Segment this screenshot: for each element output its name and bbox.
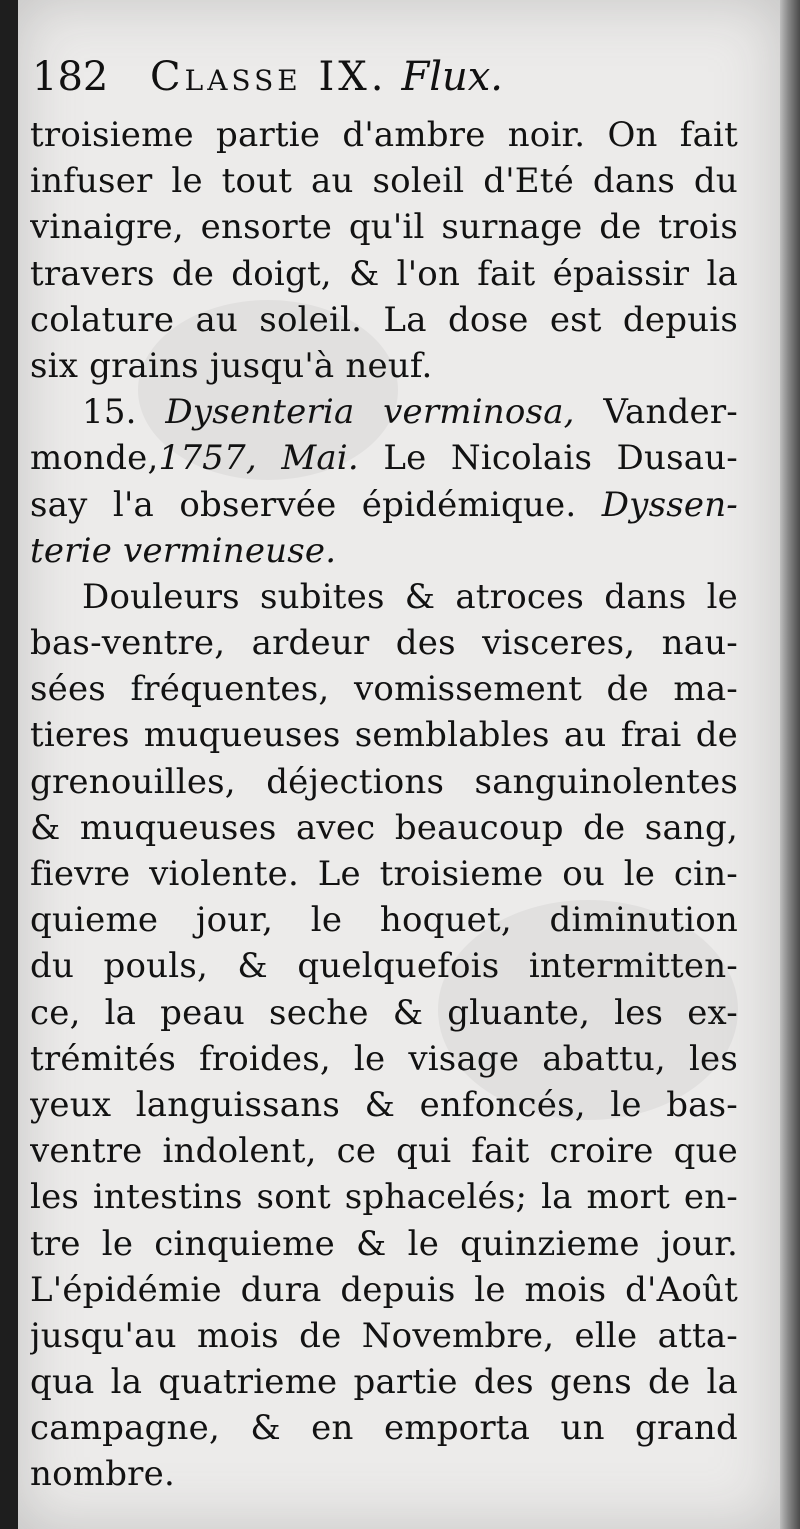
text-line: du pouls, & quelquefois intermitten-: [30, 946, 738, 987]
entry-number: 15.: [82, 392, 137, 433]
text-line: quieme jour, le hoquet, diminution: [30, 900, 738, 941]
text-line: nombre.: [30, 1454, 175, 1495]
entry-line: [30, 389, 738, 435]
text-line: yeux languissans & enfoncés, le bas-: [30, 1084, 738, 1125]
running-head: [32, 52, 732, 102]
text-line: fievre violente. Le troisieme ou le cin-: [30, 854, 738, 894]
latin-disease-name: Dysenteria verminosa,: [165, 392, 575, 433]
text-line: sées fréquentes, vomissement de ma-: [30, 669, 738, 710]
page-number: 182: [32, 54, 109, 100]
text-line: qua la quatrieme partie des gens de la: [30, 1362, 738, 1403]
text-line: troisieme partie d'ambre noir. On fait: [30, 115, 738, 155]
text-line: vinaigre, ensorte qu'il surnage de trois: [30, 207, 738, 248]
entry-line: [30, 435, 738, 481]
text-line: bas-ventre, ardeur des visceres, nau-: [30, 623, 738, 664]
text-line: ce, la peau seche & gluante, les ex-: [30, 992, 738, 1033]
text-line: tre le cinquieme & le quinzieme jour.: [30, 1223, 738, 1264]
french-disease-name-end: terie vermineuse.: [30, 530, 337, 571]
entry-line: [30, 482, 738, 528]
text-line: jusqu'au mois de Novembre, elle atta-: [30, 1315, 738, 1356]
text-line: Douleurs subites & atroces dans le: [82, 576, 738, 617]
text-line: & muqueuses avec beaucoup de sang,: [30, 807, 738, 848]
text-line: grenouilles, déjections sanguinolentes: [30, 761, 738, 802]
entry-year: 1757,: [158, 438, 257, 479]
entry-month: Mai.: [281, 438, 359, 479]
observer-text: Le Nicolais Dusau-: [383, 438, 738, 479]
author-name-start: Vander-: [603, 392, 738, 433]
author-name-end: monde,: [30, 438, 159, 479]
page-body: [30, 112, 738, 1498]
french-disease-name-start: Dyssen-: [601, 484, 738, 525]
text-line: six grains jusqu'à neuf.: [30, 345, 433, 386]
text-line: infuser le tout au soleil d'Eté dans du: [30, 161, 738, 202]
text-line: colature au soleil. La dose est depuis: [30, 299, 738, 340]
observation-text: say l'a observée épidémique.: [30, 484, 577, 525]
text-line: travers de doigt, & l'on fait épaissir la: [30, 253, 738, 294]
section-heading: Flux.: [401, 54, 504, 100]
text-line: trémités froides, le visage abattu, les: [30, 1038, 738, 1079]
text-line: campagne, & en emporta un grand: [30, 1408, 738, 1449]
text-line: ventre indolent, ce qui fait croire que: [30, 1131, 738, 1172]
text-line: les intestins sont sphacelés; la mort en-: [30, 1177, 738, 1218]
class-heading: Classe IX.: [150, 54, 388, 100]
text-line: tieres muqueuses semblables au frai de: [30, 715, 738, 756]
page-edge-shadow: [780, 0, 800, 1529]
text-line: L'épidémie dura depuis le mois d'Août: [30, 1269, 738, 1310]
